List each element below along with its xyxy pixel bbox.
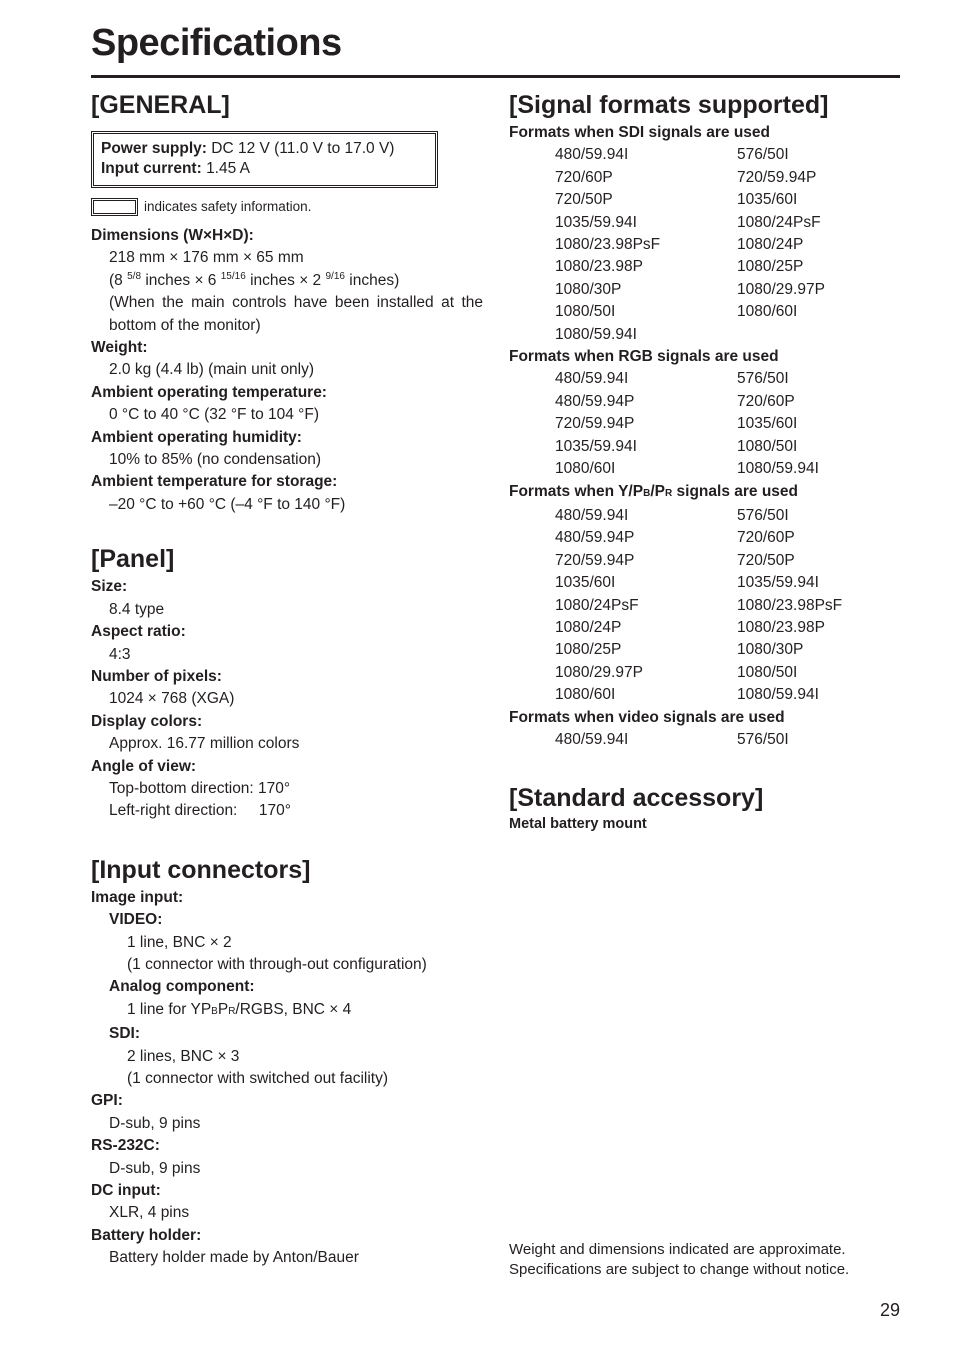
accessory-item: Metal battery mount [509,816,647,833]
format-item: 1080/59.94I [737,460,819,478]
power-supply-value: DC 12 V (11.0 V to 17.0 V) [211,140,395,157]
power-supply-line [101,139,427,159]
ypbpr-formats-label [509,481,901,505]
format-item: 1080/30P [555,280,622,298]
section-gap [509,751,901,781]
format-item: 1080/24PsF [555,596,639,614]
ypbpr-formats-grid [509,505,901,707]
ypbpr-label-a: Formats when Y/P [509,482,644,500]
format-item: 1080/30P [737,641,804,659]
format-item: 720/60P [737,529,795,547]
format-item: 720/50P [737,551,795,569]
format-item: 480/59.94I [555,506,629,524]
ypbpr-label-sub2: R [664,487,673,499]
sdi-label: SDI: [109,1025,140,1043]
weight-value: 2.0 kg (4.4 lb) (main unit only) [109,361,315,379]
panel-item-label: Size: [91,578,128,596]
format-item: 1080/24P [737,236,804,254]
format-item: 1080/23.98PsF [555,236,661,254]
op-humidity-label: Ambient operating humidity: [91,428,302,446]
panel-item-label: Aspect ratio: [91,623,186,641]
sdi-value-2: (1 connector with switched out facility) [127,1070,389,1087]
format-item: 576/50I [737,730,789,748]
analog-value [91,999,483,1023]
rgb-formats-grid [509,368,901,480]
power-supply-label: Power supply: [101,140,207,157]
format-item: 1035/59.94I [555,437,637,455]
sdi-formats-grid [509,144,901,346]
format-item: 576/50I [737,146,789,164]
input-current-value: 1.45 A [206,160,251,177]
format-item: 1080/50I [737,663,798,681]
format-item: 1035/60I [555,574,616,592]
analog-pr-p: P [217,1000,229,1018]
connector-value: XLR, 4 pins [109,1204,190,1222]
format-item: 1035/60I [737,415,798,433]
format-item: 480/59.94P [555,392,635,410]
format-item: 1035/59.94I [737,574,819,592]
storage-temp-value: –20 °C to +60 °C (–4 °F to 140 °F) [109,495,346,513]
analog-prefix: 1 line for Y [127,1000,201,1018]
format-item: 1080/60I [737,303,798,321]
format-item: 1080/24PsF [737,213,821,231]
connector-label: DC input: [91,1182,161,1200]
accessory-heading: [Standard accessory] [509,784,764,813]
sdi-formats-label: Formats when SDI signals are used [509,124,770,141]
panel-item-label: Display colors: [91,712,203,730]
left-column [91,88,483,1270]
video-label: VIDEO: [109,911,163,929]
analog-pb-sub: B [211,1005,218,1017]
page-number: 29 [879,1300,900,1320]
safety-note [91,198,483,216]
panel-item-value: 8.4 type [109,600,165,618]
video-value-1: 1 line, BNC × 2 [127,933,232,951]
panel-heading: [Panel] [91,545,175,574]
right-column [509,88,901,833]
title-divider [91,75,900,78]
other-connectors-list [91,1090,483,1269]
dimensions-mm: 218 mm × 176 mm × 65 mm [109,249,304,267]
dimensions-label: Dimensions (W×H×D): [91,227,254,244]
format-item: 1080/25P [737,258,804,276]
video-value-2: (1 connector with through-out configuration) [127,955,427,973]
dim-in-c: inches × 2 [250,271,322,289]
connector-label: Battery holder: [91,1226,202,1244]
format-item: 1080/59.94I [737,686,819,704]
sdi-value-1: 2 lines, BNC × 3 [127,1047,240,1065]
connector-label: RS-232C: [91,1137,160,1155]
format-item: 1080/25P [555,641,622,659]
power-supply-box [91,131,438,188]
dim-in-a: (8 [109,271,123,289]
format-item: 1080/60I [555,686,616,704]
ypbpr-label-sub1: B [643,487,651,499]
format-item: 1080/23.98P [555,258,643,276]
panel-list [91,576,483,822]
input-connectors-heading: [Input connectors] [91,855,311,884]
format-item: 1080/23.98PsF [737,596,843,614]
safety-box-icon [91,198,138,216]
dimensions-inches [91,270,483,292]
section-gap [91,823,483,853]
video-formats-grid [509,729,901,751]
input-current-label: Input current: [101,160,202,177]
format-item: 1035/60I [737,191,798,209]
format-item: 1080/59.94I [555,325,637,343]
format-item: 576/50I [737,370,789,388]
analog-label: Analog component: [109,978,255,996]
format-item: 1035/59.94I [555,213,637,231]
format-item: 480/59.94P [555,529,635,547]
signal-formats-heading: [Signal formats supported] [509,91,829,119]
general-heading: [GENERAL] [91,91,230,119]
section-gap [91,516,483,542]
input-current-line [101,159,427,179]
panel-item-label: Angle of view: [91,757,197,775]
panel-item-value: 1024 × 768 (XGA) [109,690,235,708]
safety-note-text: indicates safety information. [144,199,312,214]
format-item: 480/59.94I [555,370,629,388]
format-item: 1080/29.97P [737,280,825,298]
format-item: 1080/60I [555,460,616,478]
op-temp-value: 0 °C to 40 °C (32 °F to 104 °F) [109,406,320,424]
image-input-label: Image input: [91,888,184,906]
dim-in-d: inches) [349,271,400,289]
connector-value: D-sub, 9 pins [109,1159,201,1177]
format-item: 1080/50I [737,437,798,455]
format-item: 720/60P [555,168,613,186]
format-item: 720/59.94P [555,551,635,569]
panel-item-value: Top-bottom direction: 170° [109,779,291,797]
format-item: 576/50I [737,506,789,524]
panel-item-value: Left-right direction: 170° [109,802,291,820]
dim-in-b: inches × 6 [145,271,217,289]
storage-temp-label: Ambient temperature for storage: [91,473,338,491]
footer-line-1: Weight and dimensions indicated are approximate. [509,1241,846,1258]
analog-pr-sub: R [228,1005,236,1017]
page-title: Specifications [91,22,342,64]
connector-value: Battery holder made by Anton/Bauer [109,1249,359,1267]
panel-item-value: Approx. 16.77 million colors [109,735,300,753]
op-temp-label: Ambient operating temperature: [91,383,327,401]
format-item: 1080/23.98P [737,618,825,636]
ypbpr-label-c: signals are used [672,482,798,500]
weight-label: Weight: [91,339,148,357]
rgb-formats-label: Formats when RGB signals are used [509,348,779,366]
dimensions-note: (When the main controls have been installed at the bottom of the monitor) [109,294,483,334]
format-item: 480/59.94I [555,730,629,748]
dim-frac-a: 5/8 [127,270,142,282]
op-humidity-value: 10% to 85% (no condensation) [109,451,321,469]
panel-item-value: 4:3 [109,645,131,663]
ypbpr-label-b: /P [650,482,665,500]
format-item: 480/59.94I [555,146,629,164]
dim-frac-c: 9/16 [325,270,345,282]
format-item: 720/59.94P [555,415,635,433]
format-item: 1080/24P [555,618,622,636]
footer-note [509,1240,849,1280]
connector-value: D-sub, 9 pins [109,1114,201,1132]
format-item: 1080/29.97P [555,663,643,681]
format-item: 1080/50I [555,303,616,321]
format-item: 720/60P [737,392,795,410]
analog-suffix: /RGBS, BNC × 4 [235,1000,352,1018]
footer-line-2: Specifications are subject to change without notice. [509,1261,850,1278]
format-item: 720/59.94P [737,168,817,186]
analog-pb-p: P [200,1000,212,1018]
video-formats-label: Formats when video signals are used [509,708,785,726]
connector-label: GPI: [91,1092,123,1110]
panel-item-label: Number of pixels: [91,667,222,685]
dim-frac-b: 15/16 [220,270,246,282]
format-item: 720/50P [555,191,613,209]
